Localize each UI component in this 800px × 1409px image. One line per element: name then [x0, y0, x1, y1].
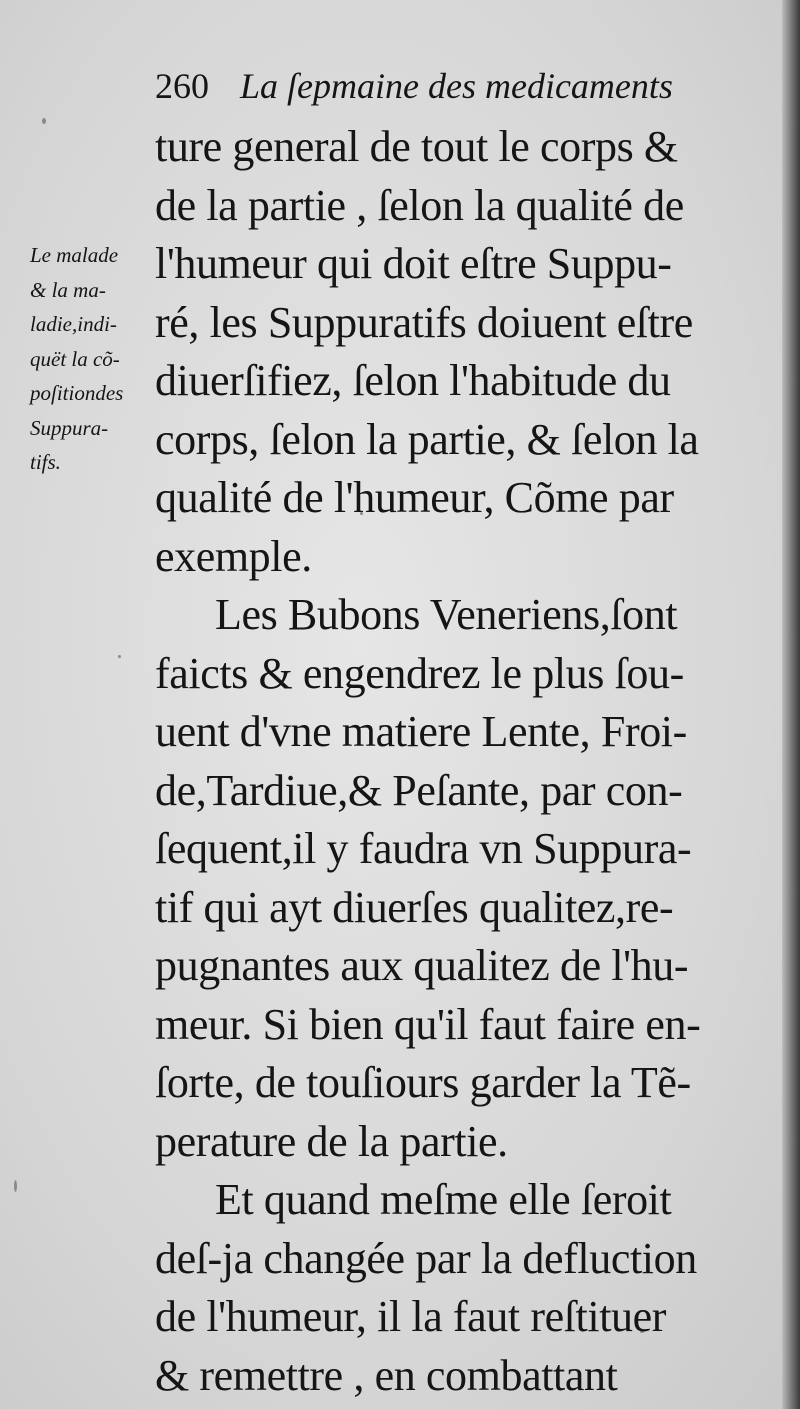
text-line: meur. Si bien qu'il faut faire en-: [155, 999, 701, 1049]
text-line: & remettre , en combattant: [155, 1350, 618, 1400]
text-line: l'humeur qui doit eſtre Suppu-: [155, 239, 672, 288]
marginal-note-line: Le malade: [30, 243, 119, 267]
text-line: corps, ſelon la partie, & ſelon la: [155, 414, 699, 464]
text-line: ſorte, de touſiours garder la Tẽ-: [155, 1058, 691, 1107]
paper-speck: [42, 118, 46, 124]
paragraph-start-line: Les Bubons Veneriens,ſont: [215, 590, 678, 639]
text-line: perature de la partie.: [155, 1116, 508, 1166]
page-number: 260: [155, 66, 209, 106]
text-line: faicts & engendrez le plus ſou-: [155, 648, 684, 698]
marginal-note-line: poſitiondes: [30, 381, 124, 405]
text-line: qualité de l'humeur, Cõme par: [155, 473, 674, 522]
text-line: ture general de tout le corps &: [155, 122, 678, 171]
text-line: tif qui ayt diuerſes qualitez,re-: [155, 882, 674, 932]
text-line: de l'humeur, il la faut reſtituer: [155, 1292, 666, 1341]
text-line: pugnantes aux qualitez de l'hu-: [155, 941, 689, 990]
marginal-note-line: & la ma-: [30, 277, 106, 302]
running-title: La ſepmaine des medicaments: [240, 66, 673, 106]
text-line: diuerſifiez, ſelon l'habitude du: [155, 356, 671, 405]
text-line: deſ-ja changée par la defluction: [155, 1233, 697, 1283]
marginal-note: [30, 238, 156, 480]
paragraph-start-line: Et quand meſme elle ſeroit: [215, 1175, 672, 1224]
marginal-note-line: ladie,indi-: [30, 312, 117, 336]
text-line: de,Tardiue,& Peſante, par con-: [155, 765, 683, 815]
text-line: uent d'vne matiere Lente, Froi-: [155, 707, 687, 756]
paper-speck: [118, 655, 121, 658]
running-header: [155, 62, 715, 110]
body-text: [155, 118, 735, 1405]
paper-speck: [14, 1180, 17, 1192]
text-line: de la partie , ſelon la qualité de: [155, 180, 684, 230]
page-gutter-shadow: [782, 0, 800, 1409]
marginal-note-line: quët la cõ-: [30, 346, 120, 371]
text-line: exemple.: [155, 531, 312, 581]
marginal-note-line: tifs.: [30, 450, 61, 474]
text-line: ré, les Suppuratifs doiuent eſtre: [155, 297, 693, 347]
marginal-note-line: Suppura-: [30, 415, 109, 440]
text-line: ſequent,il y faudra vn Suppura-: [155, 824, 692, 873]
